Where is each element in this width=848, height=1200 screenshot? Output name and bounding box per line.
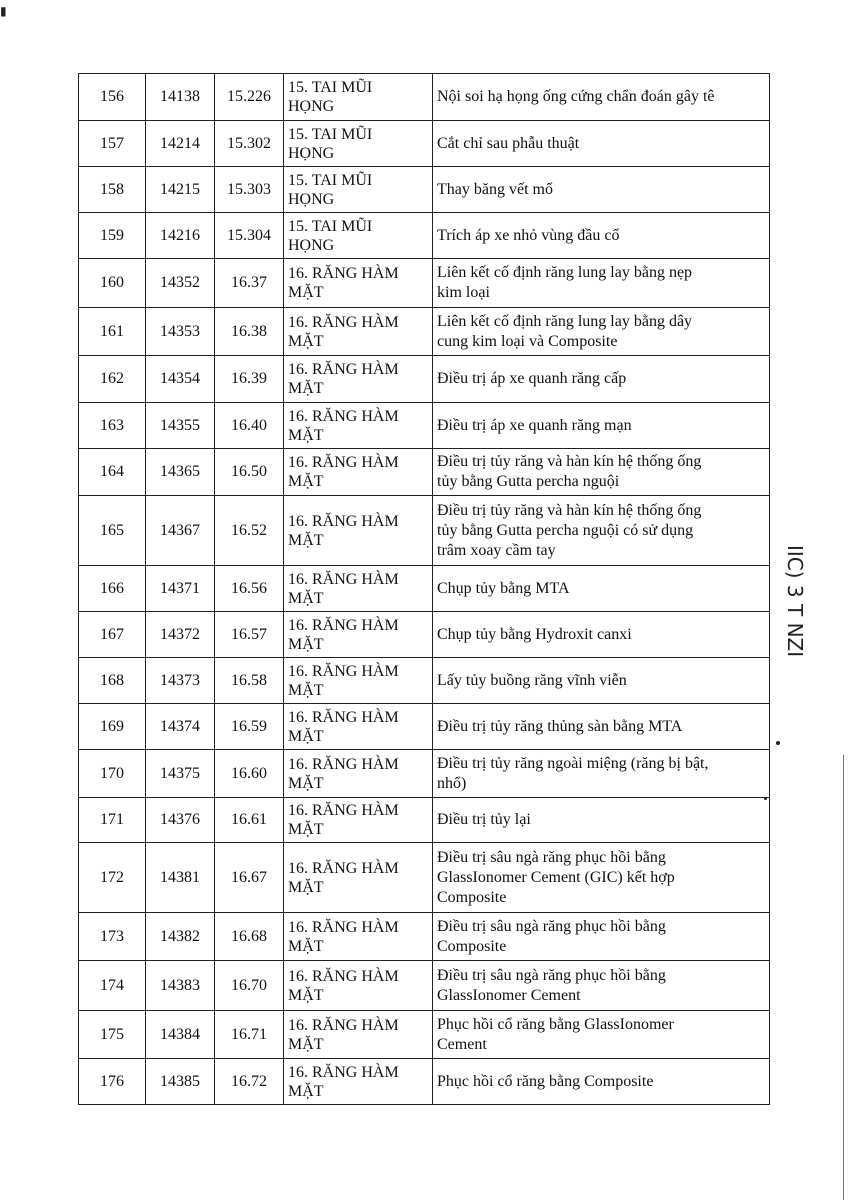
table-row bbox=[79, 1011, 770, 1059]
specialty-line: HỌNG bbox=[288, 144, 335, 162]
specialty-line: MẶT bbox=[288, 878, 324, 896]
specialty-line: 16. RĂNG HÀM bbox=[288, 1063, 399, 1081]
code-cell: 14384 bbox=[146, 1011, 215, 1059]
specialty-cell bbox=[284, 612, 433, 658]
row-number-cell: 157 bbox=[79, 121, 146, 167]
specialty-line: 16. RĂNG HÀM bbox=[288, 313, 399, 331]
specialty-cell bbox=[284, 843, 433, 913]
procedure-name-line: Điều trị tủy răng và hàn kín hệ thống ống bbox=[437, 501, 702, 519]
specialty-line: 16. RĂNG HÀM bbox=[288, 616, 399, 634]
specialty-line: 15. TAI MŨI bbox=[288, 217, 373, 235]
specialty-cell bbox=[284, 913, 433, 961]
specialty-line: HỌNG bbox=[288, 98, 335, 115]
item-number-cell: 15.302 bbox=[215, 121, 284, 167]
code-cell: 14373 bbox=[146, 658, 215, 704]
procedure-table bbox=[78, 73, 770, 1105]
specialty-cell bbox=[284, 449, 433, 496]
procedure-name-cell bbox=[433, 843, 770, 913]
procedure-name-line: tủy bằng Gutta percha nguội bbox=[437, 473, 620, 490]
specialty-cell bbox=[284, 259, 433, 308]
procedure-name-line: Cắt chỉ sau phẫu thuật bbox=[437, 134, 580, 152]
code-cell: 14371 bbox=[146, 566, 215, 612]
specialty-line: MẶT bbox=[288, 937, 324, 955]
table-row bbox=[79, 121, 770, 167]
procedure-name-cell bbox=[433, 1059, 770, 1105]
item-number-cell: 16.40 bbox=[215, 403, 284, 449]
specialty-cell bbox=[284, 121, 433, 167]
procedure-name-cell bbox=[433, 913, 770, 961]
specialty-cell bbox=[284, 961, 433, 1011]
item-number-cell: 16.37 bbox=[215, 259, 284, 308]
specialty-line: MẶT bbox=[288, 473, 324, 490]
table-row bbox=[79, 308, 770, 356]
specialty-line: MẶT bbox=[288, 284, 324, 301]
item-number-cell: 16.39 bbox=[215, 356, 284, 403]
table-row bbox=[79, 913, 770, 961]
code-cell: 14354 bbox=[146, 356, 215, 403]
code-cell: 14382 bbox=[146, 913, 215, 961]
specialty-cell bbox=[284, 798, 433, 843]
specialty-cell bbox=[284, 1011, 433, 1059]
code-cell: 14353 bbox=[146, 308, 215, 356]
procedure-name-line: Lấy tủy buồng răng vĩnh viễn bbox=[437, 671, 627, 689]
code-cell: 14375 bbox=[146, 750, 215, 798]
specialty-line: 15. TAI MŨI bbox=[288, 125, 373, 143]
row-number-cell: 169 bbox=[79, 704, 146, 750]
table-row bbox=[79, 843, 770, 913]
procedure-name-cell bbox=[433, 704, 770, 750]
specialty-line: 16. RĂNG HÀM bbox=[288, 859, 399, 877]
specialty-cell bbox=[284, 750, 433, 798]
procedure-name-line: Điều trị tủy răng ngoài miệng (răng bị bật, bbox=[437, 754, 709, 772]
table-row bbox=[79, 356, 770, 403]
code-cell: 14374 bbox=[146, 704, 215, 750]
procedure-name-cell bbox=[433, 658, 770, 704]
procedure-name-cell bbox=[433, 1011, 770, 1059]
procedure-name-cell bbox=[433, 213, 770, 259]
table-row bbox=[79, 566, 770, 612]
code-cell: 14214 bbox=[146, 121, 215, 167]
procedure-name-cell bbox=[433, 403, 770, 449]
specialty-cell bbox=[284, 356, 433, 403]
item-number-cell: 15.304 bbox=[215, 213, 284, 259]
code-cell: 14215 bbox=[146, 167, 215, 213]
margin-dot bbox=[776, 741, 780, 745]
row-number-cell: 164 bbox=[79, 449, 146, 496]
item-number-cell: 16.57 bbox=[215, 612, 284, 658]
table-row bbox=[79, 612, 770, 658]
specialty-cell bbox=[284, 167, 433, 213]
procedure-name-cell bbox=[433, 167, 770, 213]
procedure-name-cell bbox=[433, 259, 770, 308]
procedure-name-line: Điều trị áp xe quanh răng mạn bbox=[437, 416, 632, 434]
table-row bbox=[79, 798, 770, 843]
procedure-name-line: GlassIonomer Cement (GIC) kết hợp bbox=[437, 868, 675, 886]
specialty-cell bbox=[284, 308, 433, 356]
specialty-line: 16. RĂNG HÀM bbox=[288, 361, 399, 378]
procedure-name-cell bbox=[433, 612, 770, 658]
table-row bbox=[79, 74, 770, 121]
item-number-cell: 16.70 bbox=[215, 961, 284, 1011]
procedure-name-line: GlassIonomer Cement bbox=[437, 986, 581, 1004]
specialty-line: MẶT bbox=[288, 681, 324, 699]
code-cell: 14352 bbox=[146, 259, 215, 308]
table-row bbox=[79, 496, 770, 566]
specialty-cell bbox=[284, 658, 433, 704]
table-row bbox=[79, 167, 770, 213]
row-number-cell: 160 bbox=[79, 259, 146, 308]
specialty-line: 16. RĂNG HÀM bbox=[288, 918, 399, 936]
table-row bbox=[79, 403, 770, 449]
specialty-line: 16. RĂNG HÀM bbox=[288, 802, 399, 819]
procedure-name-line: Trích áp xe nhỏ vùng đầu cổ bbox=[437, 226, 620, 244]
specialty-line: MẶT bbox=[288, 380, 324, 397]
procedure-name-line: Nội soi hạ họng ống cứng chẩn đoán gây tê bbox=[437, 88, 715, 105]
table-row bbox=[79, 658, 770, 704]
procedure-name-line: Điều trị tủy răng và hàn kín hệ thống ống bbox=[437, 453, 702, 470]
specialty-line: MẶT bbox=[288, 589, 324, 607]
item-number-cell: 16.59 bbox=[215, 704, 284, 750]
specialty-line: MẶT bbox=[288, 821, 324, 838]
specialty-line: MẶT bbox=[288, 531, 324, 549]
code-cell: 14138 bbox=[146, 74, 215, 121]
row-number-cell: 171 bbox=[79, 798, 146, 843]
procedure-name-cell bbox=[433, 496, 770, 566]
specialty-line: MẶT bbox=[288, 635, 324, 653]
procedure-name-line: Điều trị sâu ngà răng phục hồi bằng bbox=[437, 917, 666, 935]
procedure-name-line: Phục hồi cổ răng bằng Composite bbox=[437, 1072, 654, 1090]
specialty-cell bbox=[284, 1059, 433, 1105]
procedure-name-line: Điều trị áp xe quanh răng cấp bbox=[437, 370, 627, 387]
procedure-name-line: Composite bbox=[437, 888, 507, 906]
row-number-cell: 173 bbox=[79, 913, 146, 961]
specialty-line: 16. RĂNG HÀM bbox=[288, 708, 399, 726]
row-number-cell: 170 bbox=[79, 750, 146, 798]
item-number-cell: 16.60 bbox=[215, 750, 284, 798]
procedure-name-line: nhổ) bbox=[437, 774, 467, 792]
code-cell: 14372 bbox=[146, 612, 215, 658]
procedure-name-line: Phục hồi cổ răng bằng GlassIonomer bbox=[437, 1015, 674, 1033]
item-number-cell: 15.226 bbox=[215, 74, 284, 121]
item-number-cell: 15.303 bbox=[215, 167, 284, 213]
code-cell: 14216 bbox=[146, 213, 215, 259]
item-number-cell: 16.50 bbox=[215, 449, 284, 496]
row-number-cell: 163 bbox=[79, 403, 146, 449]
specialty-line: 16. RĂNG HÀM bbox=[288, 967, 399, 985]
item-number-cell: 16.67 bbox=[215, 843, 284, 913]
specialty-line: 15. TAI MŨI bbox=[288, 79, 373, 96]
item-number-cell: 16.38 bbox=[215, 308, 284, 356]
specialty-line: 16. RĂNG HÀM bbox=[288, 1016, 399, 1034]
procedure-name-line: Cement bbox=[437, 1035, 487, 1053]
specialty-line: HỌNG bbox=[288, 236, 335, 254]
procedure-name-cell bbox=[433, 449, 770, 496]
code-cell: 14381 bbox=[146, 843, 215, 913]
table-row bbox=[79, 449, 770, 496]
specialty-cell bbox=[284, 704, 433, 750]
row-number-cell: 176 bbox=[79, 1059, 146, 1105]
specialty-line: MẶT bbox=[288, 986, 324, 1004]
table-row bbox=[79, 259, 770, 308]
procedure-name-cell bbox=[433, 356, 770, 403]
specialty-line: MẶT bbox=[288, 426, 324, 444]
code-cell: 14385 bbox=[146, 1059, 215, 1105]
table-row bbox=[79, 1059, 770, 1105]
item-number-cell: 16.61 bbox=[215, 798, 284, 843]
procedure-name-cell bbox=[433, 798, 770, 843]
item-number-cell: 16.71 bbox=[215, 1011, 284, 1059]
procedure-name-cell bbox=[433, 961, 770, 1011]
scan-mark: ▮ bbox=[0, 4, 7, 18]
specialty-line: 16. RĂNG HÀM bbox=[288, 454, 399, 471]
row-number-cell: 156 bbox=[79, 74, 146, 121]
scan-edge-line bbox=[843, 755, 844, 1200]
table-row bbox=[79, 750, 770, 798]
procedure-name-line: Composite bbox=[437, 937, 507, 955]
procedure-name-line: Thay băng vết mổ bbox=[437, 180, 553, 198]
procedure-name-line: Liên kết cố định răng lung lay bằng nẹp bbox=[437, 264, 693, 281]
procedure-name-cell bbox=[433, 121, 770, 167]
procedure-name-line: Điều trị sâu ngà răng phục hồi bằng bbox=[437, 966, 666, 984]
margin-dot bbox=[764, 797, 767, 800]
table-row bbox=[79, 704, 770, 750]
row-number-cell: 172 bbox=[79, 843, 146, 913]
procedure-name-line: kim loại bbox=[437, 284, 490, 301]
procedure-name-line: Chụp tủy bằng Hydroxit canxi bbox=[437, 625, 632, 643]
code-cell: 14376 bbox=[146, 798, 215, 843]
specialty-cell bbox=[284, 213, 433, 259]
specialty-cell bbox=[284, 566, 433, 612]
row-number-cell: 161 bbox=[79, 308, 146, 356]
side-margin-text: IIC) 3 T NZI bbox=[783, 545, 807, 658]
item-number-cell: 16.68 bbox=[215, 913, 284, 961]
procedure-name-line: tủy bằng Gutta percha nguội có sử dụng bbox=[437, 521, 694, 539]
code-cell: 14383 bbox=[146, 961, 215, 1011]
item-number-cell: 16.52 bbox=[215, 496, 284, 566]
procedure-name-cell bbox=[433, 566, 770, 612]
specialty-line: MẶT bbox=[288, 332, 324, 350]
row-number-cell: 168 bbox=[79, 658, 146, 704]
procedure-name-line: Liên kết cố định răng lung lay bằng dây bbox=[437, 312, 693, 330]
code-cell: 14365 bbox=[146, 449, 215, 496]
procedure-name-line: cung kim loại và Composite bbox=[437, 332, 618, 350]
row-number-cell: 175 bbox=[79, 1011, 146, 1059]
specialty-line: 16. RĂNG HÀM bbox=[288, 755, 399, 773]
procedure-name-cell bbox=[433, 74, 770, 121]
row-number-cell: 158 bbox=[79, 167, 146, 213]
specialty-line: 16. RĂNG HÀM bbox=[288, 662, 399, 680]
row-number-cell: 162 bbox=[79, 356, 146, 403]
item-number-cell: 16.56 bbox=[215, 566, 284, 612]
specialty-line: MẶT bbox=[288, 1035, 324, 1053]
specialty-line: 16. RĂNG HÀM bbox=[288, 570, 399, 588]
procedure-name-cell bbox=[433, 750, 770, 798]
specialty-line: 16. RĂNG HÀM bbox=[288, 265, 399, 282]
specialty-cell bbox=[284, 74, 433, 121]
specialty-cell bbox=[284, 496, 433, 566]
code-cell: 14367 bbox=[146, 496, 215, 566]
procedure-name-line: Điều trị tủy răng thủng sàn bằng MTA bbox=[437, 717, 683, 735]
procedure-name-line: trâm xoay cầm tay bbox=[437, 541, 556, 559]
specialty-line: 15. TAI MŨI bbox=[288, 171, 373, 189]
item-number-cell: 16.58 bbox=[215, 658, 284, 704]
specialty-line: 16. RĂNG HÀM bbox=[288, 407, 399, 425]
procedure-name-cell bbox=[433, 308, 770, 356]
table-row bbox=[79, 961, 770, 1011]
specialty-line: HỌNG bbox=[288, 190, 335, 208]
row-number-cell: 166 bbox=[79, 566, 146, 612]
specialty-line: MẶT bbox=[288, 774, 324, 792]
specialty-cell bbox=[284, 403, 433, 449]
item-number-cell: 16.72 bbox=[215, 1059, 284, 1105]
procedure-name-line: Điều trị tủy lại bbox=[437, 811, 531, 828]
procedure-table-body bbox=[79, 74, 770, 1105]
table-row bbox=[79, 213, 770, 259]
row-number-cell: 167 bbox=[79, 612, 146, 658]
procedure-name-line: Điều trị sâu ngà răng phục hồi bằng bbox=[437, 848, 666, 866]
code-cell: 14355 bbox=[146, 403, 215, 449]
row-number-cell: 165 bbox=[79, 496, 146, 566]
procedure-name-line: Chụp tủy bằng MTA bbox=[437, 579, 570, 597]
specialty-line: 16. RĂNG HÀM bbox=[288, 512, 399, 530]
row-number-cell: 174 bbox=[79, 961, 146, 1011]
specialty-line: MẶT bbox=[288, 727, 324, 745]
specialty-line: MẶT bbox=[288, 1082, 324, 1100]
row-number-cell: 159 bbox=[79, 213, 146, 259]
